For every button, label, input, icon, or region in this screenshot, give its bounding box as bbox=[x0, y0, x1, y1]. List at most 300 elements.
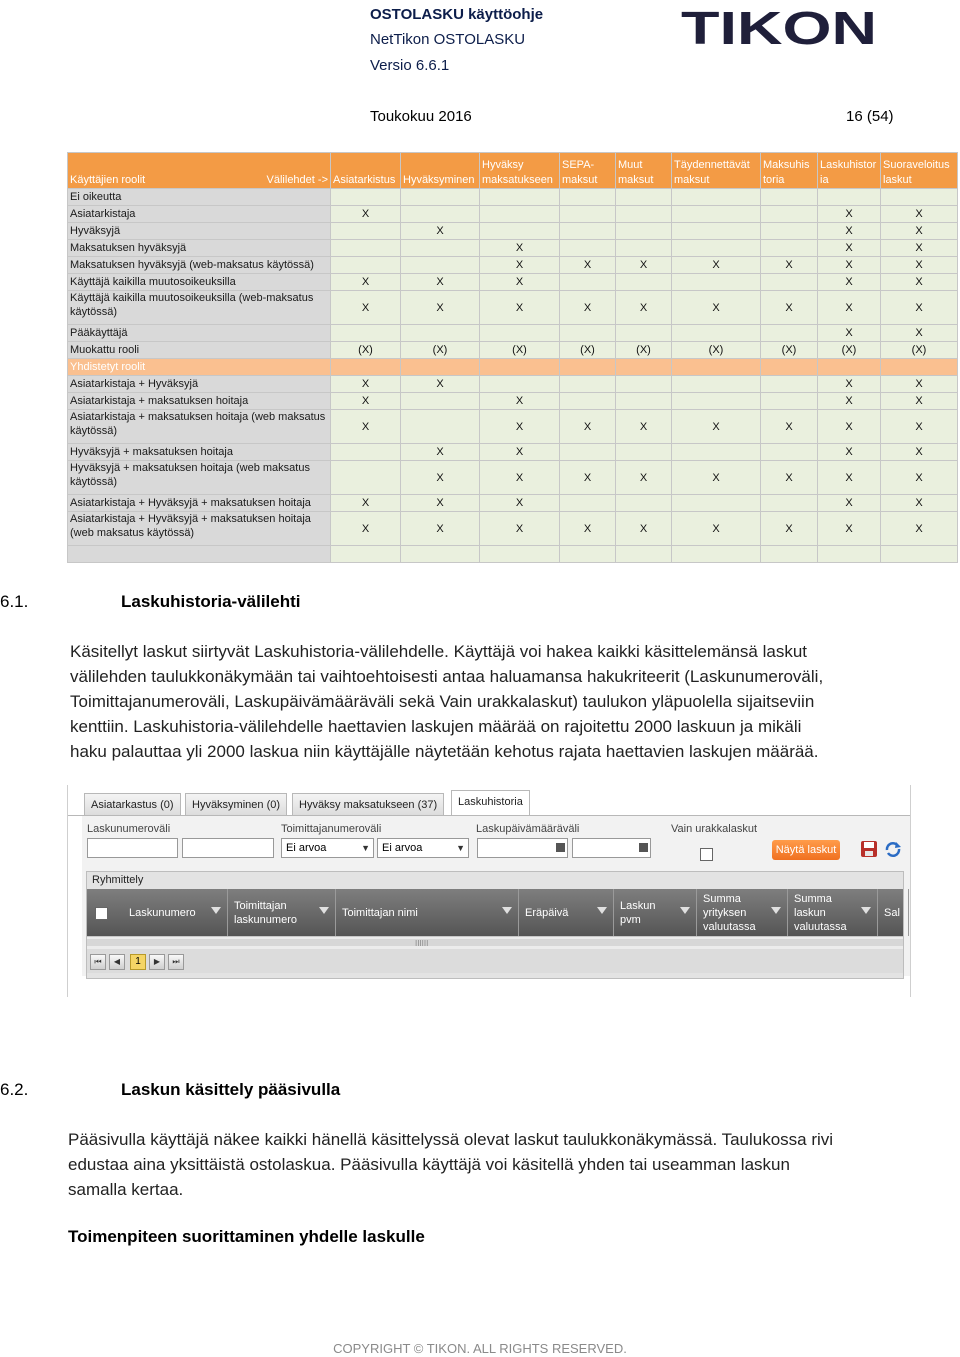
roles-row bbox=[68, 495, 958, 512]
column-header-line: toria bbox=[763, 174, 785, 186]
supplier-from-value: Ei arvoa bbox=[286, 842, 327, 854]
role-permission-cell bbox=[331, 444, 401, 461]
role-permission-cell bbox=[672, 546, 761, 563]
role-permission-cell: X bbox=[761, 257, 818, 274]
grid-column-label bbox=[794, 892, 847, 934]
role-permission-cell: X bbox=[480, 461, 560, 495]
role-permission-cell: X bbox=[401, 495, 480, 512]
role-name: Yhdistetyt roolit bbox=[68, 359, 331, 376]
supplier-range-from-select[interactable] bbox=[281, 838, 374, 858]
paragraph-line: haku palauttaa yli 2000 laskua niin käyttäjälle näytetään kehotus rajata haettavien laskujen määrää. bbox=[70, 742, 819, 761]
role-permission-cell bbox=[761, 495, 818, 512]
role-permission-cell: X bbox=[818, 291, 881, 325]
grid-column-label-line: Summa bbox=[794, 892, 832, 905]
scrollbar-grip: IIIIII bbox=[415, 939, 429, 948]
role-permission-cell: X bbox=[401, 291, 480, 325]
role-permission-cell: X bbox=[331, 410, 401, 444]
roles-column-header bbox=[761, 153, 818, 189]
role-name: Asiatarkistaja + Hyväksyjä + maksatuksen hoitaja bbox=[68, 495, 331, 512]
roles-table bbox=[67, 152, 958, 563]
tab-approve[interactable]: Hyväksyminen (0) bbox=[185, 793, 287, 815]
roles-column-header bbox=[818, 153, 881, 189]
role-permission-cell: X bbox=[881, 206, 958, 223]
role-permission-cell bbox=[672, 206, 761, 223]
roles-row bbox=[68, 461, 958, 495]
show-invoices-button[interactable]: Näytä laskut bbox=[772, 840, 840, 860]
grid-column-label bbox=[703, 892, 756, 934]
invoice-range-from-input[interactable] bbox=[87, 838, 178, 858]
grid-column-header[interactable] bbox=[788, 889, 878, 936]
roles-column-header bbox=[331, 153, 401, 189]
role-permission-cell: X bbox=[331, 512, 401, 546]
role-permission-cell: X bbox=[761, 291, 818, 325]
role-permission-cell: (X) bbox=[480, 342, 560, 359]
role-permission-cell: X bbox=[616, 291, 672, 325]
role-permission-cell bbox=[672, 376, 761, 393]
role-permission-cell bbox=[761, 240, 818, 257]
filter-icon[interactable] bbox=[211, 907, 221, 914]
role-permission-cell bbox=[616, 223, 672, 240]
role-permission-cell bbox=[480, 325, 560, 342]
role-permission-cell bbox=[331, 257, 401, 274]
role-permission-cell: (X) bbox=[560, 342, 616, 359]
role-permission-cell bbox=[401, 410, 480, 444]
section-paragraph bbox=[68, 1127, 948, 1202]
tab-approve-payment[interactable]: Hyväksy maksatukseen (37) bbox=[292, 793, 444, 815]
role-permission-cell: X bbox=[331, 376, 401, 393]
role-permission-cell: X bbox=[331, 274, 401, 291]
last-page-button[interactable]: ⏭ bbox=[168, 954, 184, 970]
role-permission-cell bbox=[616, 189, 672, 206]
role-permission-cell: X bbox=[480, 240, 560, 257]
role-permission-cell: (X) bbox=[401, 342, 480, 359]
role-permission-cell: X bbox=[818, 410, 881, 444]
grid-column-label-line: yrityksen bbox=[703, 906, 747, 919]
date-range-from-input[interactable] bbox=[477, 838, 568, 858]
role-permission-cell bbox=[818, 189, 881, 206]
role-name: Käyttäjä kaikilla muutosoikeuksilla (web-maksatus käytössä) bbox=[68, 291, 331, 325]
role-permission-cell: X bbox=[818, 274, 881, 291]
role-permission-cell: X bbox=[881, 495, 958, 512]
select-all-checkbox[interactable] bbox=[95, 907, 108, 920]
copyright-footer: COPYRIGHT © TIKON. ALL RIGHTS RESERVED. bbox=[333, 1341, 627, 1356]
corner-left-label: Käyttäjien roolit bbox=[70, 174, 146, 186]
roles-row bbox=[68, 376, 958, 393]
role-permission-cell: X bbox=[480, 512, 560, 546]
role-permission-cell: X bbox=[401, 376, 480, 393]
role-permission-cell: X bbox=[560, 291, 616, 325]
role-name: Hyväksyjä + maksatuksen hoitaja bbox=[68, 444, 331, 461]
section-paragraph bbox=[70, 639, 950, 764]
grid-column-label-line: Sal bbox=[884, 906, 900, 919]
column-header-line: maksatukseen bbox=[482, 174, 553, 186]
roles-row bbox=[68, 410, 958, 444]
role-permission-cell: X bbox=[881, 325, 958, 342]
invoice-range-label: Laskunumeroväli bbox=[87, 823, 171, 835]
section-number: 6.1. bbox=[0, 592, 29, 611]
document-subtitle: NetTikon OSTOLASKU bbox=[370, 31, 526, 48]
roles-row bbox=[68, 189, 958, 206]
role-permission-cell bbox=[761, 393, 818, 410]
role-permission-cell: X bbox=[881, 376, 958, 393]
column-header-line: Asiatarkistus bbox=[333, 174, 396, 186]
filter-icon[interactable] bbox=[771, 907, 781, 914]
role-permission-cell: X bbox=[818, 444, 881, 461]
role-permission-cell bbox=[401, 240, 480, 257]
roles-section-row bbox=[68, 359, 958, 376]
roles-column-header bbox=[616, 153, 672, 189]
role-permission-cell: X bbox=[881, 240, 958, 257]
filter-icon[interactable] bbox=[597, 907, 607, 914]
role-permission-cell: X bbox=[818, 512, 881, 546]
section-number: 6.2. bbox=[0, 1080, 29, 1099]
role-permission-cell bbox=[560, 223, 616, 240]
role-permission-cell: (X) bbox=[331, 342, 401, 359]
role-permission-cell: X bbox=[818, 393, 881, 410]
prev-page-button[interactable]: ◀ bbox=[109, 954, 125, 970]
role-permission-cell bbox=[761, 189, 818, 206]
column-header-line: SEPA- bbox=[562, 159, 595, 171]
role-permission-cell bbox=[881, 359, 958, 376]
role-permission-cell bbox=[616, 376, 672, 393]
invoice-range-to-input[interactable] bbox=[182, 838, 274, 858]
document-version: Versio 6.6.1 bbox=[370, 57, 450, 74]
grid-column-label bbox=[884, 906, 900, 920]
roles-row bbox=[68, 342, 958, 359]
chevron-down-icon: ▼ bbox=[361, 843, 370, 853]
role-permission-cell bbox=[616, 206, 672, 223]
role-permission-cell bbox=[761, 223, 818, 240]
role-permission-cell: X bbox=[616, 410, 672, 444]
role-permission-cell bbox=[331, 223, 401, 240]
section-title: Laskun käsittely pääsivulla bbox=[121, 1080, 341, 1099]
role-permission-cell bbox=[761, 206, 818, 223]
grid-column-label bbox=[342, 906, 418, 920]
role-permission-cell: X bbox=[616, 461, 672, 495]
role-name: Asiatarkistaja + maksatuksen hoitaja (web maksatus käytössä) bbox=[68, 410, 331, 444]
role-permission-cell bbox=[560, 495, 616, 512]
role-permission-cell: X bbox=[331, 393, 401, 410]
invoice-history-screenshot bbox=[67, 785, 911, 997]
role-permission-cell bbox=[331, 359, 401, 376]
role-permission-cell bbox=[881, 546, 958, 563]
role-permission-cell: X bbox=[818, 206, 881, 223]
grid-column-label-line: Toimittajan nimi bbox=[342, 906, 418, 919]
tikon-logo bbox=[681, 6, 877, 48]
column-header-line: ia bbox=[820, 174, 829, 186]
role-permission-cell bbox=[331, 461, 401, 495]
role-permission-cell: (X) bbox=[818, 342, 881, 359]
grid-column-header[interactable] bbox=[123, 889, 228, 936]
role-permission-cell: X bbox=[401, 444, 480, 461]
role-permission-cell: X bbox=[480, 291, 560, 325]
first-page-button[interactable]: ⏮ bbox=[90, 954, 106, 970]
filter-icon[interactable] bbox=[502, 907, 512, 914]
roles-row bbox=[68, 274, 958, 291]
role-permission-cell: X bbox=[401, 512, 480, 546]
paragraph-line: Pääsivulla käyttäjä näkee kaikki hänellä käsittelyssä olevat laskut taulukkonäkymässä. Taulukossa rivi bbox=[68, 1130, 834, 1149]
horizontal-scrollbar[interactable] bbox=[87, 936, 903, 949]
role-permission-cell bbox=[401, 359, 480, 376]
role-permission-cell: X bbox=[560, 461, 616, 495]
role-permission-cell: X bbox=[616, 512, 672, 546]
role-name: Asiatarkistaja + Hyväksyjä + maksatuksen hoitaja (web maksatus käytössä) bbox=[68, 512, 331, 546]
grid-column-header[interactable] bbox=[878, 889, 909, 936]
role-permission-cell bbox=[480, 376, 560, 393]
role-permission-cell bbox=[401, 546, 480, 563]
role-permission-cell bbox=[672, 223, 761, 240]
next-page-button[interactable]: ▶ bbox=[149, 954, 165, 970]
grid-column-header[interactable] bbox=[336, 889, 519, 936]
filter-icon[interactable] bbox=[861, 907, 871, 914]
role-permission-cell bbox=[616, 495, 672, 512]
role-permission-cell: X bbox=[401, 223, 480, 240]
roles-column-header bbox=[401, 153, 480, 189]
role-permission-cell: X bbox=[480, 495, 560, 512]
role-permission-cell: X bbox=[881, 223, 958, 240]
roles-row bbox=[68, 257, 958, 274]
roles-row bbox=[68, 240, 958, 257]
role-permission-cell bbox=[560, 189, 616, 206]
role-permission-cell: X bbox=[761, 512, 818, 546]
role-permission-cell: X bbox=[672, 461, 761, 495]
role-permission-cell: X bbox=[331, 206, 401, 223]
role-permission-cell bbox=[616, 359, 672, 376]
grid-column-label-line: Laskun bbox=[620, 899, 656, 912]
grid-column-label bbox=[525, 906, 568, 920]
paragraph-line: kenttiin. Laskuhistoria-välilehdelle haettavien laskujen määrää on rajoitettu 2000 laskuun ja mikäli bbox=[70, 717, 802, 736]
role-permission-cell: X bbox=[560, 512, 616, 546]
role-permission-cell bbox=[672, 359, 761, 376]
role-permission-cell bbox=[401, 393, 480, 410]
column-header-line: Suoraveloitus bbox=[883, 159, 950, 171]
role-permission-cell: X bbox=[818, 240, 881, 257]
grid-column-label bbox=[129, 906, 196, 920]
role-name: Asiatarkistaja + Hyväksyjä bbox=[68, 376, 331, 393]
role-permission-cell bbox=[560, 274, 616, 291]
roles-row bbox=[68, 206, 958, 223]
role-permission-cell: X bbox=[480, 444, 560, 461]
role-permission-cell: (X) bbox=[761, 342, 818, 359]
calendar-icon[interactable] bbox=[639, 843, 648, 852]
role-permission-cell: X bbox=[616, 257, 672, 274]
role-permission-cell bbox=[672, 495, 761, 512]
date-range-to-input[interactable] bbox=[572, 838, 651, 858]
role-permission-cell bbox=[560, 546, 616, 563]
document-title: OSTOLASKU käyttöohje bbox=[370, 6, 544, 23]
grouping-label: Ryhmittely bbox=[92, 874, 144, 886]
grid-column-header[interactable] bbox=[519, 889, 614, 936]
role-permission-cell: (X) bbox=[881, 342, 958, 359]
grid-column-label-line: laskun bbox=[794, 906, 826, 919]
role-permission-cell: X bbox=[331, 291, 401, 325]
role-permission-cell: X bbox=[401, 274, 480, 291]
role-name: Hyväksyjä bbox=[68, 223, 331, 240]
supplier-range-label: Toimittajanumeroväli bbox=[281, 823, 382, 835]
role-permission-cell: X bbox=[672, 291, 761, 325]
role-permission-cell bbox=[331, 240, 401, 257]
roles-column-header bbox=[881, 153, 958, 189]
grid-column-label-line: Eräpäivä bbox=[525, 906, 569, 919]
role-name: Muokattu rooli bbox=[68, 342, 331, 359]
corner-right-label: Välilehdet -> bbox=[266, 174, 328, 186]
role-permission-cell bbox=[331, 546, 401, 563]
column-header-line: Muut bbox=[618, 159, 643, 171]
grid-column-label-line: Summa bbox=[703, 892, 741, 905]
role-name: Asiatarkistaja + maksatuksen hoitaja bbox=[68, 393, 331, 410]
role-permission-cell bbox=[672, 325, 761, 342]
roles-row bbox=[68, 223, 958, 240]
role-permission-cell: X bbox=[881, 410, 958, 444]
role-permission-cell: X bbox=[818, 461, 881, 495]
role-permission-cell bbox=[401, 189, 480, 206]
column-header-line: maksut bbox=[562, 174, 598, 186]
role-permission-cell: X bbox=[818, 376, 881, 393]
grid-column-label-line: valuutassa bbox=[703, 920, 756, 933]
grid-column-label-line: valuutassa bbox=[794, 920, 847, 933]
role-permission-cell bbox=[616, 444, 672, 461]
role-permission-cell bbox=[560, 206, 616, 223]
role-permission-cell: X bbox=[881, 444, 958, 461]
roles-row bbox=[68, 444, 958, 461]
role-permission-cell bbox=[761, 359, 818, 376]
document-date: Toukokuu 2016 bbox=[370, 108, 472, 125]
role-permission-cell: X bbox=[881, 274, 958, 291]
role-permission-cell: X bbox=[560, 410, 616, 444]
role-permission-cell bbox=[616, 393, 672, 410]
role-name: Hyväksyjä + maksatuksen hoitaja (web maksatus käytössä) bbox=[68, 461, 331, 495]
role-name: Pääkäyttäjä bbox=[68, 325, 331, 342]
role-permission-cell bbox=[560, 376, 616, 393]
role-permission-cell: X bbox=[818, 325, 881, 342]
only-contract-checkbox[interactable] bbox=[700, 848, 713, 861]
roles-column-header bbox=[672, 153, 761, 189]
column-header-line: laskut bbox=[883, 174, 912, 186]
roles-row bbox=[68, 325, 958, 342]
roles-row bbox=[68, 393, 958, 410]
section-title: Laskuhistoria-välilehti bbox=[121, 592, 301, 611]
paragraph-line: edustaa aina yksittäistä ostolaskua. Pääsivulla käyttäjä voi käsitellä yhden tai useamman laskun bbox=[68, 1155, 790, 1174]
grid-column-label bbox=[234, 899, 297, 927]
pager bbox=[87, 949, 903, 973]
roles-row bbox=[68, 546, 958, 563]
tab-review[interactable]: Asiatarkastus (0) bbox=[84, 793, 181, 815]
page-number: 16 (54) bbox=[846, 108, 894, 125]
role-permission-cell: X bbox=[672, 410, 761, 444]
role-permission-cell: X bbox=[331, 495, 401, 512]
role-name: Käyttäjä kaikilla muutosoikeuksilla bbox=[68, 274, 331, 291]
role-permission-cell bbox=[401, 325, 480, 342]
grid-column-label-line: Laskunumero bbox=[129, 906, 196, 919]
filter-icon[interactable] bbox=[680, 907, 690, 914]
role-permission-cell: X bbox=[818, 257, 881, 274]
paragraph-line: samalla kertaa. bbox=[68, 1180, 184, 1199]
grid-column-header[interactable] bbox=[697, 889, 788, 936]
only-contract-label: Vain urakkalaskut bbox=[671, 823, 758, 835]
date-range-label: Laskupäivämääräväli bbox=[476, 823, 580, 835]
roles-row bbox=[68, 291, 958, 325]
role-permission-cell bbox=[761, 546, 818, 563]
supplier-range-to-select[interactable] bbox=[377, 838, 469, 858]
role-permission-cell: X bbox=[881, 512, 958, 546]
paragraph-line: Toimittajanumeroväli, Laskupäivämääräväli sekä Vain urakkalaskut) taulukon yläpuolella sijaitseviin bbox=[70, 692, 815, 711]
role-permission-cell bbox=[480, 206, 560, 223]
paragraph-line: välilehden taulukkonäkymään tai vaihtoehtoisesti antaa haluamansa hakukriteerit (Laskunumeroväli, bbox=[70, 667, 824, 686]
current-page[interactable]: 1 bbox=[130, 954, 146, 970]
grid-column-label-line: Toimittajan bbox=[234, 899, 287, 912]
role-permission-cell bbox=[761, 376, 818, 393]
role-permission-cell bbox=[560, 393, 616, 410]
role-permission-cell bbox=[560, 240, 616, 257]
role-permission-cell bbox=[401, 206, 480, 223]
role-permission-cell bbox=[672, 274, 761, 291]
role-name: Maksatuksen hyväksyjä (web-maksatus käytössä) bbox=[68, 257, 331, 274]
grid-column-header[interactable] bbox=[614, 889, 697, 936]
role-permission-cell: X bbox=[761, 461, 818, 495]
role-permission-cell bbox=[761, 325, 818, 342]
role-permission-cell bbox=[331, 189, 401, 206]
role-permission-cell: (X) bbox=[672, 342, 761, 359]
refresh-icon[interactable] bbox=[883, 840, 903, 858]
role-permission-cell bbox=[672, 444, 761, 461]
role-permission-cell: X bbox=[881, 461, 958, 495]
grid-column-header[interactable] bbox=[228, 889, 336, 936]
filter-icon[interactable] bbox=[319, 907, 329, 914]
role-permission-cell: X bbox=[672, 512, 761, 546]
role-permission-cell bbox=[331, 325, 401, 342]
role-permission-cell bbox=[560, 444, 616, 461]
column-header-line: Täydennettävät bbox=[674, 159, 750, 171]
role-permission-cell bbox=[672, 240, 761, 257]
tab-invoice-history[interactable]: Laskuhistoria bbox=[451, 790, 530, 815]
column-header-line bbox=[403, 158, 477, 173]
grid-column-label bbox=[620, 899, 655, 927]
role-permission-cell bbox=[480, 223, 560, 240]
column-header-line: maksut bbox=[618, 174, 654, 186]
scrollbar-thumb[interactable] bbox=[87, 939, 903, 946]
supplier-to-value: Ei arvoa bbox=[382, 842, 423, 854]
role-permission-cell bbox=[672, 189, 761, 206]
chevron-down-icon: ▼ bbox=[456, 843, 465, 853]
role-permission-cell bbox=[881, 189, 958, 206]
role-permission-cell: X bbox=[560, 257, 616, 274]
role-permission-cell bbox=[560, 325, 616, 342]
role-permission-cell bbox=[616, 240, 672, 257]
paragraph-line: Käsitellyt laskut siirtyvät Laskuhistoria-välilehdelle. Käyttäjä voi hakea kaikki käsittelemänsä laskut bbox=[70, 642, 808, 661]
role-name: Maksatuksen hyväksyjä bbox=[68, 240, 331, 257]
role-permission-cell bbox=[761, 444, 818, 461]
roles-column-header bbox=[480, 153, 560, 189]
column-header-line: Hyväksyminen bbox=[403, 174, 475, 186]
role-permission-cell: X bbox=[881, 393, 958, 410]
save-icon[interactable] bbox=[860, 840, 878, 858]
role-permission-cell: X bbox=[761, 410, 818, 444]
role-permission-cell: (X) bbox=[616, 342, 672, 359]
subheading: Toimenpiteen suorittaminen yhdelle laskulle bbox=[68, 1227, 425, 1246]
role-permission-cell bbox=[761, 274, 818, 291]
logo-text: TIKON bbox=[681, 6, 877, 48]
role-permission-cell: X bbox=[480, 410, 560, 444]
column-header-line: Laskuhistor bbox=[820, 159, 877, 171]
role-permission-cell: X bbox=[818, 495, 881, 512]
role-permission-cell bbox=[818, 359, 881, 376]
roles-column-header bbox=[560, 153, 616, 189]
role-permission-cell bbox=[818, 546, 881, 563]
role-permission-cell bbox=[401, 257, 480, 274]
column-header-line: Maksuhis bbox=[763, 159, 810, 171]
role-permission-cell: X bbox=[881, 291, 958, 325]
calendar-icon[interactable] bbox=[556, 843, 565, 852]
